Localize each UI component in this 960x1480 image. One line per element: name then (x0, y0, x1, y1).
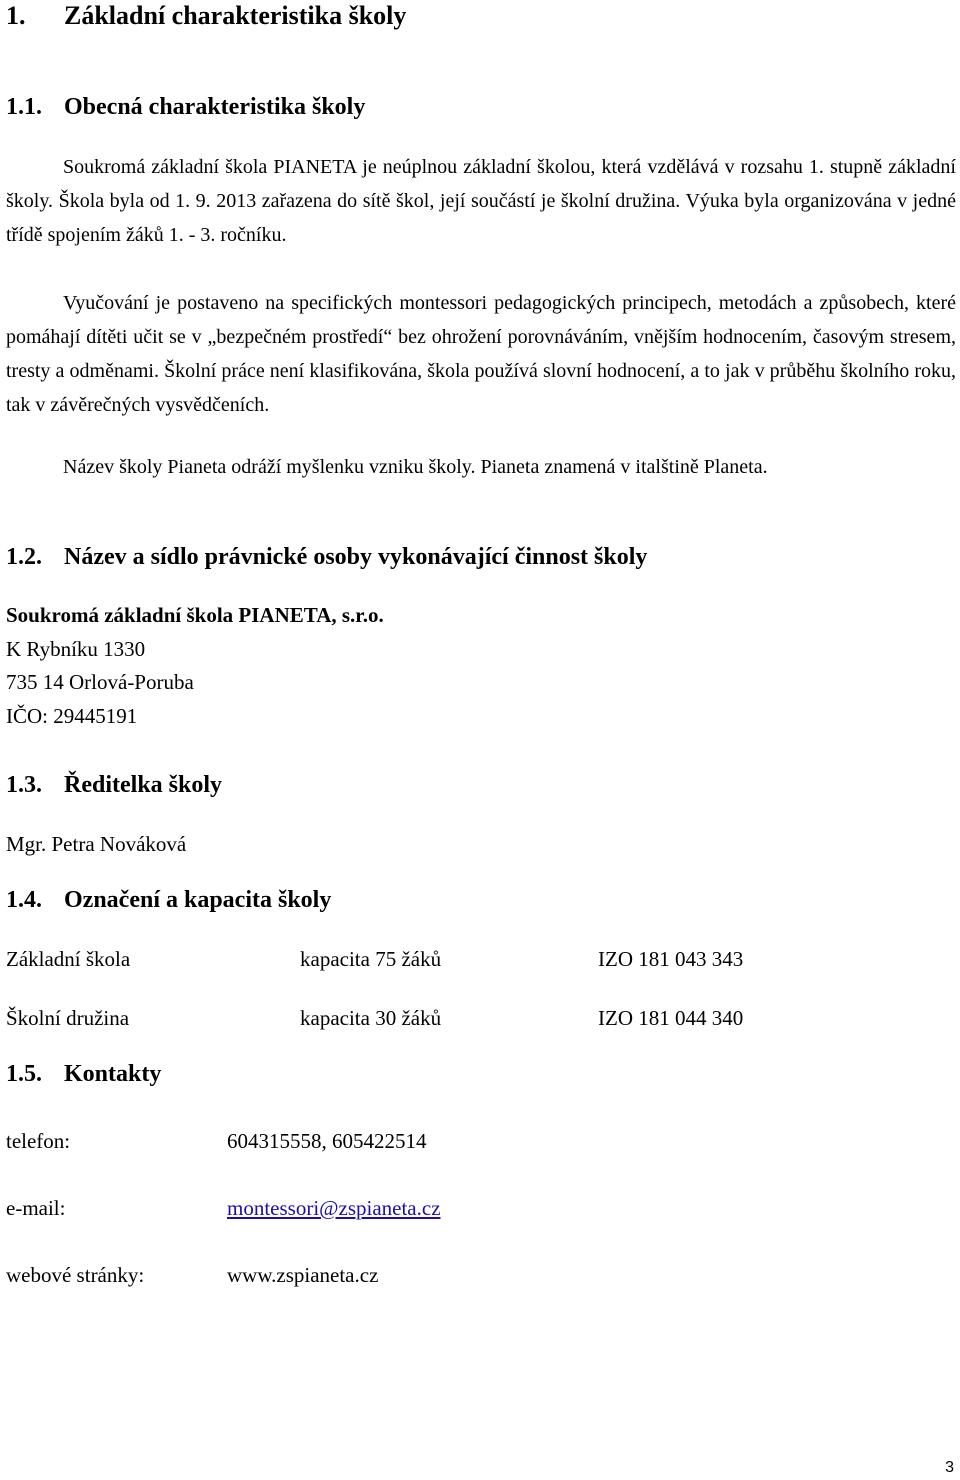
website-value: www.zspianeta.cz (227, 1263, 379, 1287)
chapter-number: 1. (6, 1, 26, 30)
page-number: 3 (945, 1459, 954, 1476)
phone-value: 604315558, 605422514 (227, 1129, 427, 1153)
section-heading-1-3 (6, 770, 222, 800)
section-title: Název a sídlo právnické osoby vykonávající činnost školy (64, 544, 648, 570)
paragraph-text: Název školy Pianeta odráží myšlenku vzniku školy. Pianeta znamená v italštině Planeta. (63, 456, 768, 478)
paragraph-general-2 (6, 286, 956, 422)
section-title: Označení a kapacita školy (64, 887, 332, 913)
section-number: 1.3. (6, 772, 42, 798)
section-number: 1.4. (6, 887, 42, 913)
section-number: 1.2. (6, 544, 42, 570)
director-name: Mgr. Petra Nováková (6, 832, 187, 856)
facility-name: Školní družina (6, 1006, 130, 1030)
section-heading-1-5 (6, 1059, 161, 1089)
section-title: Kontakty (64, 1061, 162, 1087)
facility-izo: IZO 181 043 343 (598, 947, 744, 971)
organization-name: Soukromá základní škola PIANETA, s.r.o. (6, 603, 384, 627)
address-street: K Rybníku 1330 (6, 637, 146, 661)
facility-name: Základní škola (6, 947, 131, 971)
section-number: 1.1. (6, 94, 42, 120)
section-heading-1-2 (6, 542, 647, 572)
facility-izo: IZO 181 044 340 (598, 1006, 744, 1030)
contact-label: e-mail: (6, 1196, 66, 1220)
chapter-title: Základní charakteristika školy (64, 1, 407, 30)
chapter-heading (6, 0, 406, 32)
section-heading-1-4 (6, 885, 331, 915)
section-heading-1-1 (6, 92, 365, 122)
facility-capacity: kapacita 75 žáků (300, 947, 442, 971)
email-link[interactable]: montessori@zspianeta.cz (227, 1196, 441, 1220)
paragraph-text: Soukromá základní škola PIANETA je neúplnou základní školou, která vzdělává v rozsahu 1. stupně základní školy. Škola byla od 1. 9. 2013 zařazena do sítě škol, její součástí je školní družina. Výuka byla organizována v jedné třídě spojením žáků 1. - 3. ročníku. (6, 156, 956, 246)
company-id: IČO: 29445191 (6, 704, 138, 728)
address-city: 735 14 Orlová-Poruba (6, 670, 194, 694)
section-title: Ředitelka školy (64, 772, 223, 798)
facility-capacity: kapacita 30 žáků (300, 1006, 442, 1030)
contact-label: webové stránky: (6, 1263, 145, 1287)
paragraph-general-1 (6, 150, 956, 252)
paragraph-general-3 (6, 450, 956, 484)
section-title: Obecná charakteristika školy (64, 94, 366, 120)
paragraph-text: Vyučování je postaveno na specifických montessori pedagogických principech, metodách a způsobech, které pomáhají dítěti učit se v „bezpečném prostředí“ bez ohrožení porovnáváním, vnějším hodnocením, časovým stresem, tresty a odměnami. Školní práce není klasifikována, škola používá slovní hodnocení, a to jak v průběhu školního roku, tak v závěrečných vysvědčeních. (6, 292, 956, 416)
contact-label: telefon: (6, 1129, 71, 1153)
section-number: 1.5. (6, 1061, 42, 1087)
